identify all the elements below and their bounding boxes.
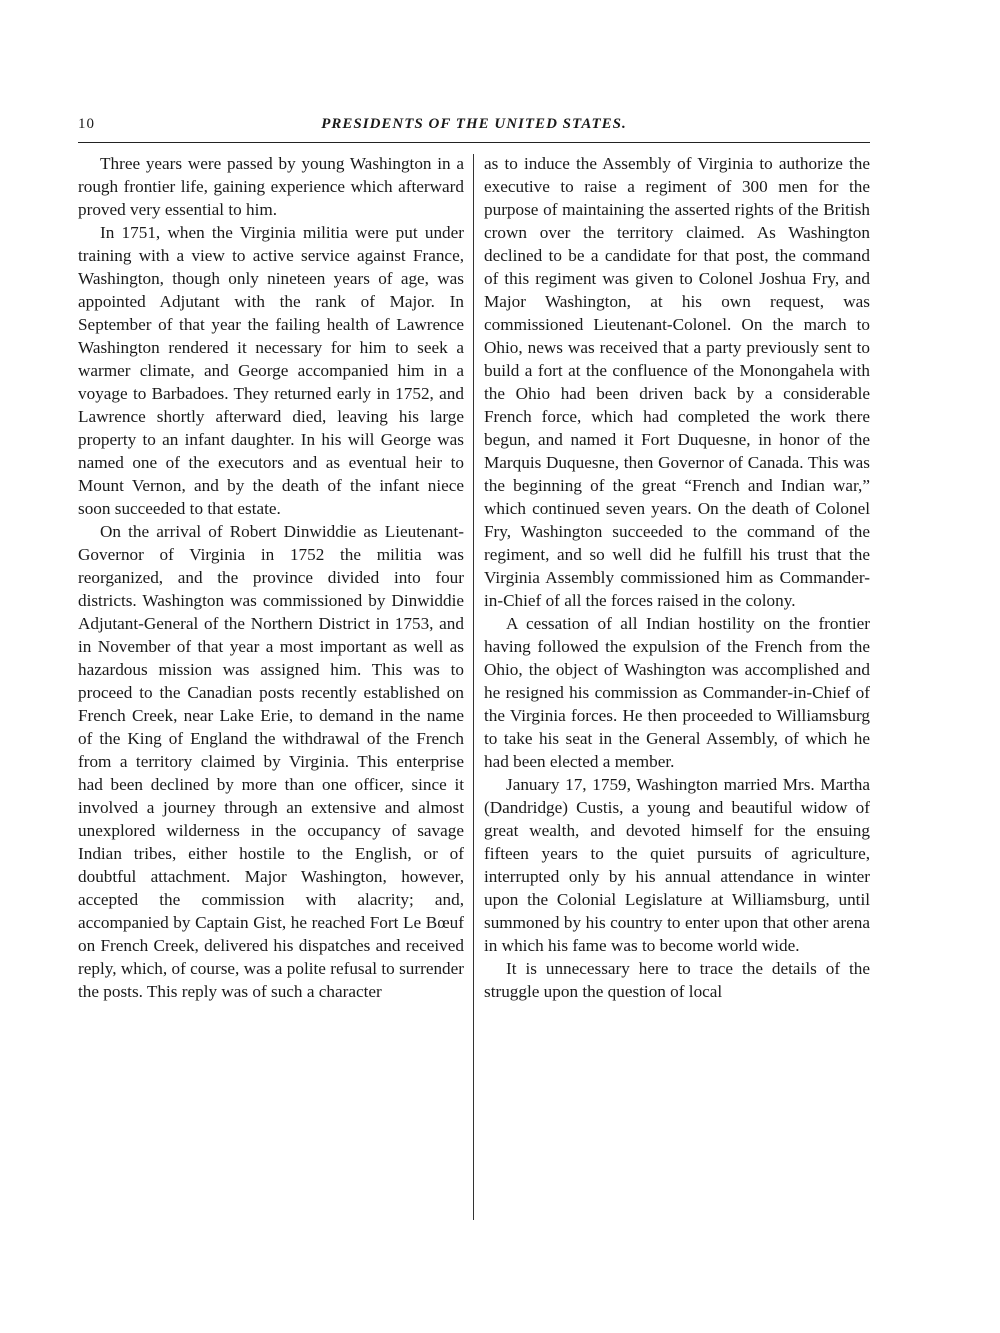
paragraph: It is unnecessary here to trace the details of the struggle upon the question of local <box>484 959 870 1001</box>
paragraph: January 17, 1759, Washington married Mrs. Martha (Dandridge) Custis, a young and beautiful widow of great wealth, and devoted himself for the ensuing fifteen years to the quiet pursuits of agriculture, interrupted only by his annual attendance in winter upon the Colonial Legislature at Williamsburg, until summoned by his country to enter upon that other arena in which his fame was to become world wide. <box>484 775 870 955</box>
right-column <box>484 152 870 1222</box>
page-number: 10 <box>78 116 95 132</box>
paragraph: A cessation of all Indian hostility on the frontier having followed the expulsion of the French from the Ohio, the object of Washington was accomplished and he resigned his commission as Commander-in-Chief of the Virginia forces. He then proceeded to Williamsburg to take his seat in the General Assembly, of which he had been elected a member. <box>484 614 870 771</box>
paragraph-continued: as to induce the Assembly of Virginia to authorize the executive to raise a regiment of 300 men for the purpose of maintaining the asserted rights of the British crown over the territory claimed. As Washington declined to be a candidate for that post, the command of this regiment was given to Colonel Joshua Fry, and Major Washington, at his own request, was commissioned Lieutenant-Colonel. On the march to Ohio, news was received that a party previously sent to build a fort at the confluence of the Monongahela with the Ohio had been driven back by a considerable French force, which had completed the work there begun, and named it Fort Duquesne, in honor of the Marquis Duquesne, then Governor of Canada. This was the beginning of the great “French and Indian war,” which continued seven years. On the death of Colonel Fry, Washington succeeded to the command of the regiment, and so well did he fulfill his trust that the Virginia Assembly commissioned him as Commander-in-Chief of all the forces raised in the colony. <box>484 154 870 610</box>
left-column <box>78 152 464 1222</box>
paragraph: In 1751, when the Virginia militia were put under training with a view to active service against France, Washington, though only nineteen years of age, was appointed Adjutant with the rank of Major. In September of that year the failing health of Lawrence Washington rendered it necessary for him to seek a warmer climate, and George accompanied him in a voyage to Barbadoes. They returned early in 1752, and Lawrence shortly afterward died, leaving his large property to an infant daughter. In his will George was named one of the executors and as eventual heir to Mount Vernon, and by the death of the infant niece soon succeeded to that estate. <box>78 223 464 518</box>
paragraph: On the arrival of Robert Dinwiddie as Lieutenant-Governor of Virginia in 1752 the militia was reorganized, and the province divided into four districts. Washington was commissioned by Dinwiddie Adjutant-General of the Northern District in 1753, and in November of that year a most important as well as hazardous mission was assigned him. This was to proceed to the Canadian posts recently established on French Creek, near Lake Erie, to demand in the name of the King of England the withdrawal of the French from a territory claimed by Virginia. This enterprise had been declined by more than one officer, since it involved a journey through an extensive and almost unexplored wilderness in the occupancy of savage Indian tribes, either hostile to the English, or of doubtful attachment. Major Washington, however, accepted the commission with alacrity; and, accompanied by Captain Gist, he reached Fort Le Bœuf on French Creek, delivered his dispatches and received reply, which, of course, was a polite refusal to surrender the posts. This reply was of such a character <box>78 522 464 1001</box>
running-title: PRESIDENTS OF THE UNITED STATES. <box>321 116 627 132</box>
header-rule <box>78 142 870 143</box>
column-divider <box>473 154 474 1220</box>
text-columns <box>78 152 870 1222</box>
book-page <box>78 112 870 1222</box>
paragraph: Three years were passed by young Washington in a rough frontier life, gaining experience which afterward proved very essential to him. <box>78 154 464 219</box>
running-header <box>78 112 870 138</box>
